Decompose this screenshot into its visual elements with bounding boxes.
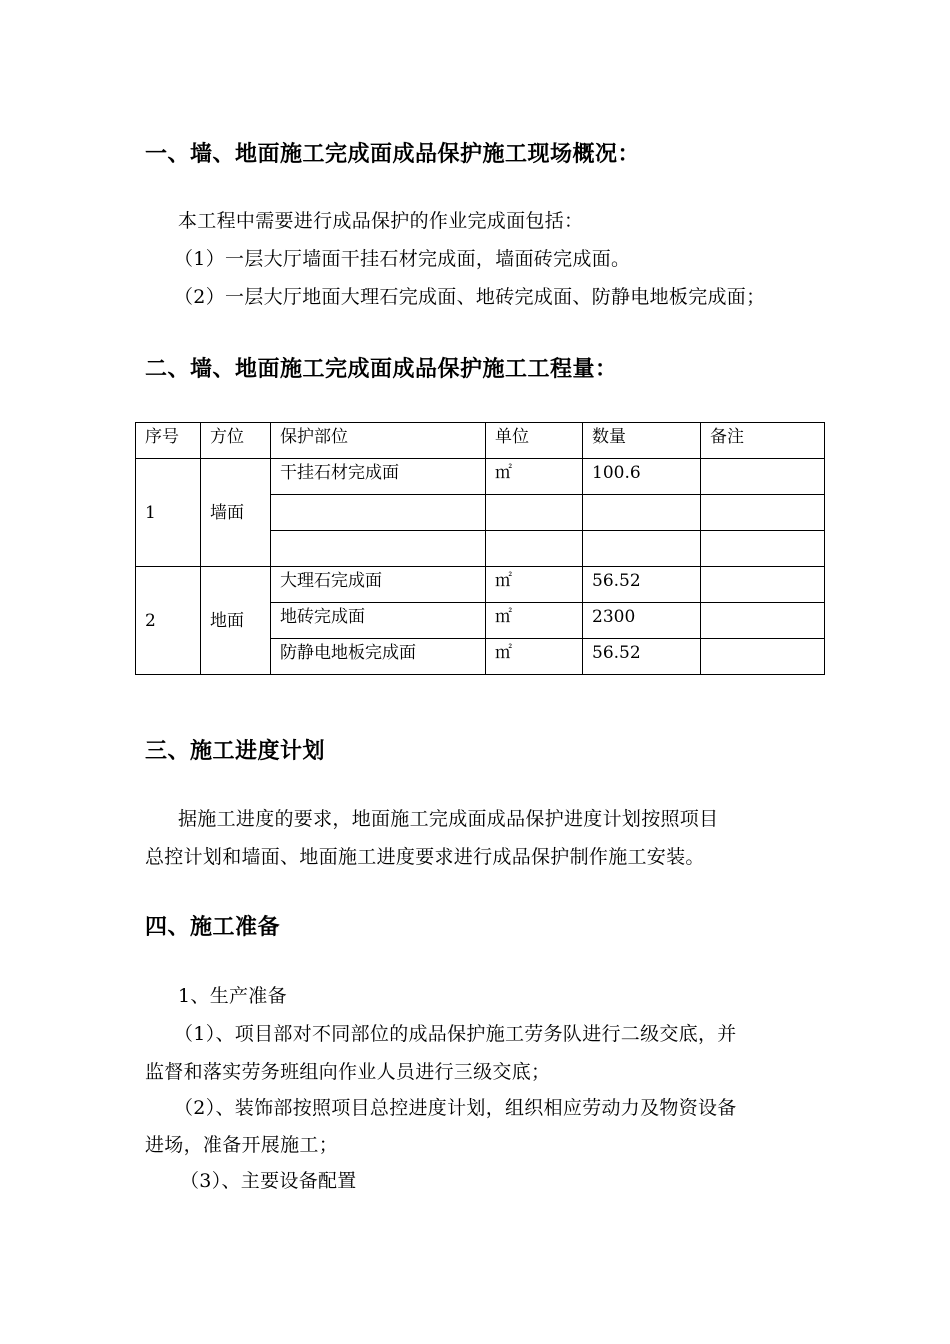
qty-cell [583, 495, 701, 531]
unit-cell: ㎡ [486, 639, 583, 675]
section1-item1: （1）一层大厅墙面干挂石材完成面，墙面砖完成面。 [174, 248, 631, 270]
qty-cell: 56.52 [583, 567, 701, 603]
part-cell: 干挂石材完成面 [271, 459, 486, 495]
section4-sub1: 1、生产准备 [178, 985, 287, 1007]
section1-heading: 一、墙、地面施工完成面成品保护施工现场概况： [145, 142, 641, 167]
part-cell: 防静电地板完成面 [271, 639, 486, 675]
note-cell [701, 531, 825, 567]
section4-p2-line2: 进场，准备开展施工； [145, 1134, 339, 1156]
header-cell: 单位 [486, 423, 583, 459]
qty-cell: 56.52 [583, 639, 701, 675]
header-cell: 序号 [136, 423, 201, 459]
table-row [136, 459, 825, 495]
row-side-cell: 墙面 [201, 459, 271, 567]
section4-heading: 四、施工准备 [145, 915, 281, 940]
unit-cell [486, 495, 583, 531]
header-cell: 备注 [701, 423, 825, 459]
part-cell [271, 531, 486, 567]
part-cell: 地砖完成面 [271, 603, 486, 639]
section1-intro: 本工程中需要进行成品保护的作业完成面包括： [178, 210, 584, 232]
part-cell: 大理石完成面 [271, 567, 486, 603]
unit-cell [486, 531, 583, 567]
unit-cell: ㎡ [486, 603, 583, 639]
unit-cell: ㎡ [486, 459, 583, 495]
section4-p1-line2: 监督和落实劳务班组向作业人员进行三级交底； [145, 1061, 551, 1083]
row-number-cell: 2 [136, 567, 201, 675]
qty-cell: 2300 [583, 603, 701, 639]
row-side-cell: 地面 [201, 567, 271, 675]
note-cell [701, 459, 825, 495]
note-cell [701, 567, 825, 603]
qty-cell: 100.6 [583, 459, 701, 495]
note-cell [701, 603, 825, 639]
section4-p2-line1: （2）、装饰部按照项目总控进度计划，组织相应劳动力及物资设备 [174, 1097, 737, 1119]
unit-cell: ㎡ [486, 567, 583, 603]
table-header-row [136, 423, 825, 459]
header-cell: 保护部位 [271, 423, 486, 459]
header-cell: 方位 [201, 423, 271, 459]
part-cell [271, 495, 486, 531]
row-number-cell: 1 [136, 459, 201, 567]
qty-cell [583, 531, 701, 567]
header-cell: 数量 [583, 423, 701, 459]
section3-heading: 三、施工进度计划 [145, 739, 326, 764]
note-cell [701, 639, 825, 675]
note-cell [701, 495, 825, 531]
section2-heading: 二、墙、地面施工完成面成品保护施工工程量： [145, 357, 618, 382]
quantity-table [135, 422, 825, 675]
section4-p1-line1: （1）、项目部对不同部位的成品保护施工劳务队进行二级交底，并 [174, 1023, 737, 1045]
section3-line1: 据施工进度的要求，地面施工完成面成品保护进度计划按照项目 [178, 808, 719, 830]
section4-p3: （3）、主要设备配置 [180, 1170, 357, 1192]
section1-item2: （2）一层大厅地面大理石完成面、地砖完成面、防静电地板完成面； [174, 286, 766, 308]
table-row [136, 567, 825, 603]
section3-line2: 总控计划和墙面、地面施工进度要求进行成品保护制作施工安装。 [145, 846, 705, 868]
